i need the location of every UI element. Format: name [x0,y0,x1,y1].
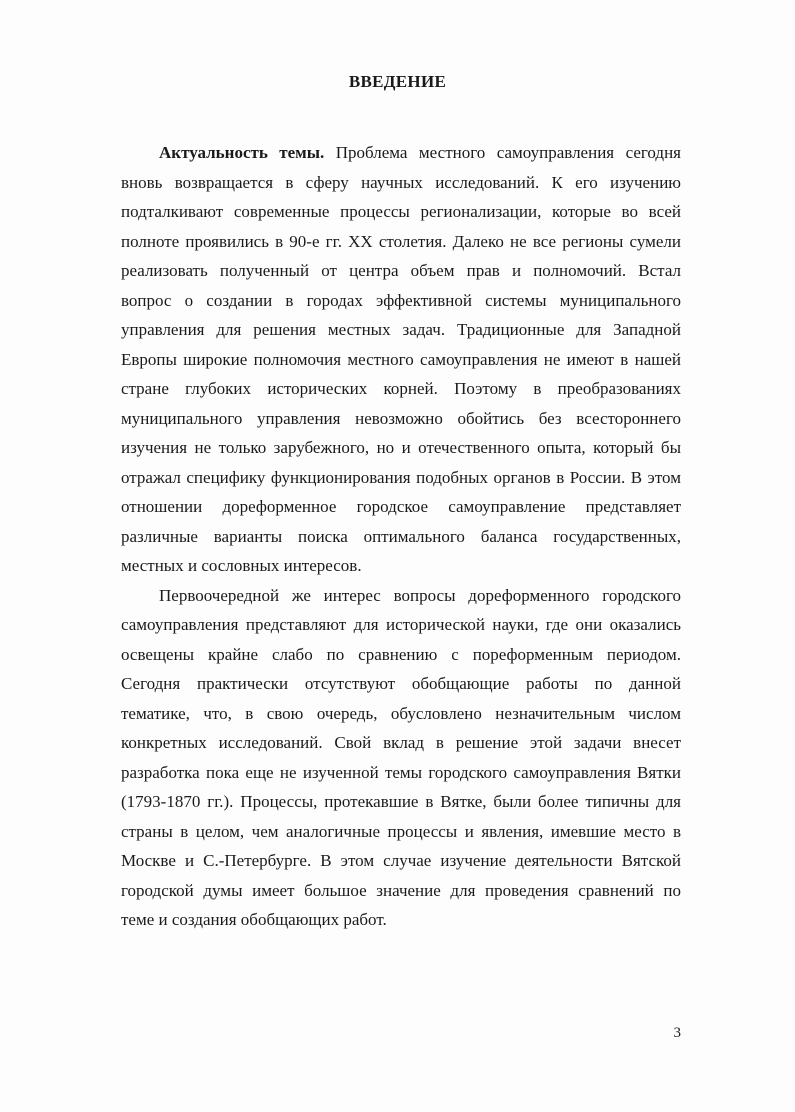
paragraph-line: различные варианты поиска оптимального баланса государственных, [121,526,681,546]
paragraph-line: вопрос о создании в городах эффективной системы муниципального [121,290,681,310]
paragraph-line: вновь возвращается в сферу научных исследований. К его изучению [121,172,681,192]
paragraph-line: отношении дореформенное городское самоуправление представляет [121,497,681,516]
paragraph-line: управления для решения местных задач. Традиционные для Западной [121,320,681,339]
paragraph-line: теме и создания обобщающих работ. [121,910,387,929]
paragraph-line: (1793-1870 гг.). Процессы, протекавшие в Вятке, были более типичны для [121,792,681,811]
paragraph-line: местных и сословных интересов. [121,556,362,575]
paragraph-line: подталкивают современные процессы регионализации, которые во всей [121,202,681,221]
paragraph-lead: Актуальность темы. [159,143,325,162]
paragraph-line: Сегодня практически отсутствуют обобщающие работы по данной [121,674,681,693]
paragraph-line: тематике, что, в свою очередь, обусловлено незначительным числом [121,703,681,723]
paragraph-line: изучения не только зарубежного, но и отечественного опыта, который бы [121,438,681,457]
paragraph-line: Европы широкие полномочия местного самоуправления не имеют в нашей [121,349,681,369]
paragraph-line: муниципального управления невозможно обойтись без всестороннего [121,408,681,428]
paragraph-line: Первоочередной же интерес вопросы дореформенного городского [159,585,681,605]
paragraph-line: освещены крайне слабо по сравнению с пореформенным периодом. [121,644,681,664]
paragraph-line: Москве и С.-Петербурге. В этом случае изучение деятельности Вятской [121,851,681,870]
body-text [121,138,681,935]
paragraph-line: разработка пока еще не изученной темы городского самоуправления Вятки [121,762,681,782]
page-heading: ВВЕДЕНИЕ [348,72,447,91]
paragraph-1 [121,138,681,581]
paragraph-line: полноте проявились в 90-е гг. XX столетия. Далеко не все регионы сумели [121,231,681,251]
paragraph-line: страны в целом, чем аналогичные процессы и явления, имевшие место в [121,821,681,841]
paragraph-line: самоуправления представляют для исторической науки, где они оказались [121,615,681,634]
paragraph-line: стране глубоких исторических корней. Поэтому в преобразованиях [121,379,681,398]
paragraph-line: городской думы имеет большое значение для проведения сравнений по [121,880,681,900]
paragraph-line: отражал специфику функционирования подобных органов в России. В этом [121,467,681,487]
paragraph-line: реализовать полученный от центра объем прав и полномочий. Встал [121,261,681,280]
paragraph-line: конкретных исследований. Свой вклад в решение этой задачи внесет [121,733,681,752]
page-number: 3 [673,1025,681,1041]
paragraph-2 [121,581,681,935]
paragraph-line: Актуальность темы. Проблема местного самоуправления сегодня [159,143,681,162]
